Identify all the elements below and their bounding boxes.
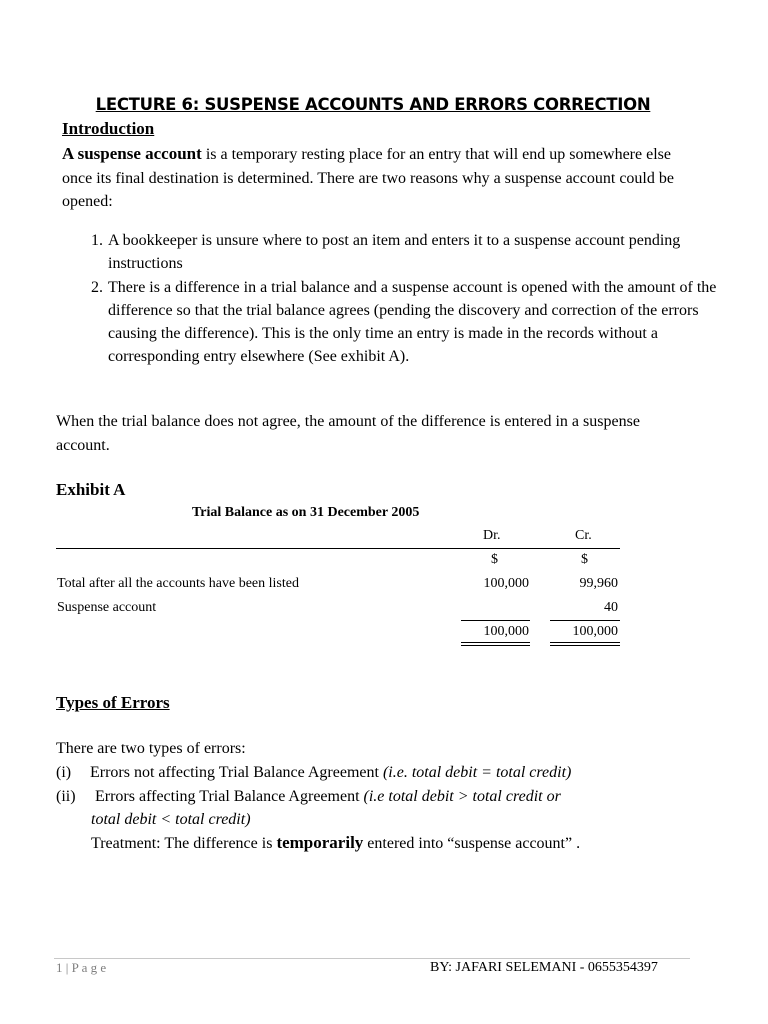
reasons-list [62, 229, 747, 369]
total-dr: 100,000 [483, 624, 529, 639]
error-type-2-text: Errors affecting Trial Balance Agreement [95, 788, 364, 805]
header-rule [56, 548, 620, 549]
table-cell-cr: 40 [604, 600, 618, 615]
error-type-2-continued [91, 811, 251, 829]
intro-paragraph [62, 142, 702, 214]
author-credit: BY: JAFARI SELEMANI - 0655354397 [430, 960, 658, 975]
error-type-1-note: (i.e. total debit = total credit) [382, 764, 572, 781]
table-row-label: Total after all the accounts have been listed [57, 576, 299, 591]
exhibit-heading: Exhibit A [56, 480, 126, 499]
footer-divider [54, 958, 690, 959]
treatment-rest: entered into “suspense account” . [363, 835, 581, 852]
error-type-2 [95, 788, 561, 806]
error-type-2-note: (i.e total debit > total credit or [363, 788, 561, 805]
closing-paragraph: When the trial balance does not agree, the amount of the difference is entered in a suspense account. [56, 413, 640, 454]
page-number: 1 | P a g e [56, 960, 107, 975]
cr-subtotal-rule [550, 620, 620, 621]
total-cr: 100,000 [572, 624, 618, 639]
dr-subtotal-rule [461, 620, 530, 621]
cr-double-rule-bottom [550, 645, 620, 646]
table-cell-cr: 99,960 [579, 576, 618, 591]
error-type-1-text: Errors not affecting Trial Balance Agreement [90, 764, 383, 781]
suspense-account-term: A suspense account [62, 144, 202, 163]
list-item: 1. A bookkeeper is unsure where to post an item and enters it to a suspense account pending instructions [107, 229, 747, 276]
dr-double-rule-bottom [461, 645, 530, 646]
table-row-label: Suspense account [57, 600, 157, 615]
cr-column-header: Cr. [575, 528, 592, 543]
introduction-heading: Introduction [62, 119, 155, 138]
dr-double-rule-top [461, 642, 530, 643]
cr-currency: $ [581, 552, 588, 567]
trial-balance-title: Trial Balance as on 31 December 2005 [192, 505, 420, 520]
list-item: 2. There is a difference in a trial balance and a suspense account is opened with the amount of the difference so that the trial balance agrees (pending the discovery and correction of the errors causing the difference). This is the only time an entry is made in the records without a corresponding entry elsewhere (See exhibit A). [107, 276, 747, 369]
page-title: LECTURE 6: SUSPENSE ACCOUNTS AND ERRORS CORRECTION [95, 95, 651, 114]
types-of-errors-heading: Types of Errors [56, 693, 170, 712]
error-type-number: (ii) [56, 788, 76, 805]
error-type-2-note-continued: total debit < total credit) [91, 811, 251, 828]
treatment-bold: temporarily [276, 833, 364, 852]
dr-currency: $ [491, 552, 498, 567]
cr-double-rule-top [550, 642, 620, 643]
treatment-prefix: Treatment: The difference is [91, 835, 277, 852]
error-type-1 [90, 764, 571, 782]
error-type-number: (i) [56, 764, 72, 781]
errors-intro: There are two types of errors: [56, 740, 246, 757]
definition-text: is a temporary resting place for an entry that will end up somewhere else once its final destination is determined. There are two reasons why a suspense account could be opened: [62, 146, 674, 210]
treatment-line [91, 833, 580, 853]
dr-column-header: Dr. [483, 528, 501, 543]
table-cell-dr: 100,000 [483, 576, 529, 591]
